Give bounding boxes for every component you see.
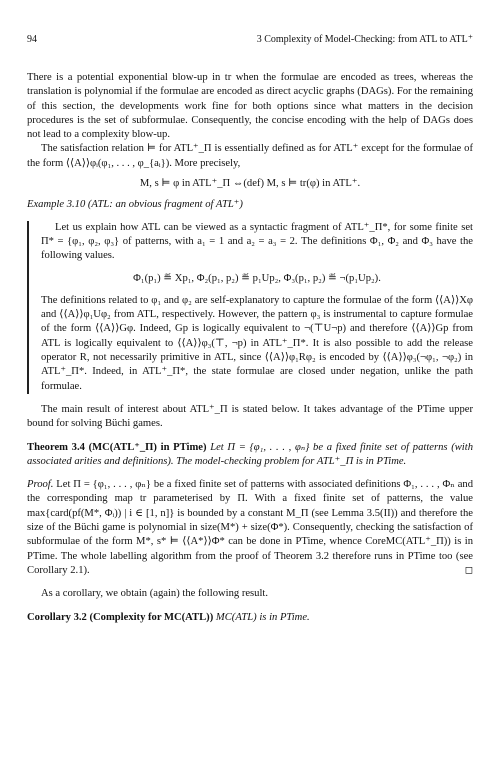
theorem bbox=[27, 441, 473, 470]
theorem-statement: Let Π = {φ₁, . . . , φₙ} be a fixed finite set of patterns (with associated arities and definitions). The model-checking problem for ATL⁺_Π is in PTime. bbox=[27, 441, 473, 467]
proof bbox=[27, 478, 473, 578]
paragraph: There is a potential exponential blow-up in tr when the formulae are encoded as trees, whereas the translation is polynomial if the formulae are encoded as direct acyclic graphs (DAGs). For the remaining of this section, the developments work fine for both options since what matters in the decision procedures is the set of subformulae. Consequently, the concise encoding with the help of DAGs does not lead to a complexity blow-up. bbox=[27, 72, 473, 141]
corollary-title: Corollary 3.2 (Complexity for MC(ATL)) bbox=[27, 611, 214, 623]
display-equation: Φ₁(p₁) ≝ Xp₁, Φ₂(p₁, p₂) ≝ p₁Up₂, Φ₃(p₁, p₂) ≝ ¬(p₁Up₂). bbox=[133, 272, 381, 284]
page-number: 94 bbox=[27, 34, 37, 45]
example-box bbox=[27, 221, 473, 394]
paragraph: Let us explain how ATL can be viewed as a syntactic fragment of ATL⁺_Π*, for some finite set Π* = {φ₁, φ₂, φ₃} of patterns, with a₁ = 1 and a₂ = a₃ = 2. The definitions Φ₁, Φ₂ and Φ₃ have the following values. bbox=[41, 221, 473, 262]
running-header bbox=[27, 34, 473, 45]
main-text bbox=[27, 71, 473, 625]
example-title: Example 3.10 (ATL: an obvious fragment of ATL⁺) bbox=[27, 199, 243, 211]
paragraph: As a corollary, we obtain (again) the following result. bbox=[41, 588, 269, 600]
proof-text: Let Π = {φ₁, . . . , φₙ} be a fixed finite set of patterns with associated definitions Φ₁, . . . , Φₙ and the corresponding map tr parameterised by Π. With a fixed finite set of patterns, the value max{card(pf(M*, Φᵢ)) | i ∈ [1, n]} is bounded by a constant M_Π (see Lemma 3.5(II)) and therefore the size of the Büchi game is polynomial in size(M*) + size(Φ*). Consequently, checking the satisfaction of subformulae of the form M*, s* ⊨ ⟨⟨A*⟩⟩Φ* can be done in PTime, whence CoreMC(ATL⁺_Π)) is in PTime. The whole labelling algorithm from the proof of Theorem 3.2 therefore runs in PTime too (see Corollary 2.1). bbox=[27, 479, 473, 576]
corollary-statement: MC(ATL) is in PTime. bbox=[215, 611, 310, 623]
paragraph: The satisfaction relation ⊨ for ATL⁺_Π is essentially defined as for ATL⁺ except for the formulae of the form ⟨⟨A⟩⟩φᵢ(φ₁, . . . , φ_{aᵢ}). More precisely, bbox=[27, 143, 473, 169]
theorem-title: Theorem 3.4 (MC(ATL⁺_Π) in PTime) bbox=[27, 441, 207, 453]
proof-label: Proof. bbox=[27, 479, 54, 491]
qed-icon: ◻ bbox=[464, 564, 473, 576]
paragraph: The main result of interest about ATL⁺_Π is stated below. It takes advantage of the PTime upper bound for solving Büchi games. bbox=[27, 403, 473, 430]
display-equation: M, s ⊨ φ in ATL⁺_Π ⇔(def) M, s ⊨ tr(φ) in ATL⁺. bbox=[139, 178, 361, 190]
corollary bbox=[27, 611, 473, 625]
paragraph: The definitions related to φ₁ and φ₂ are self-explanatory to capture the formulae of the form ⟨⟨A⟩⟩Xφ and ⟨⟨A⟩⟩φ₁Uφ₂ from ATL, respectively. However, the pattern φ₃ is instrumental to capture formulae of the form ⟨⟨A⟩⟩Gφ. Indeed, Gp is logically equivalent to ¬(⊤U¬p) and therefore ⟨⟨A⟩⟩Gp from ATL is logically equivalent to ⟨⟨A⟩⟩φ₃(⊤, ¬p) in ATL⁺_Π*. It is also possible to add the release operator R, not necessarily primitive in ATL, since ⟨⟨A⟩⟩φ₁Rφ₂ is encoded by ⟨⟨A⟩⟩φ₃(¬φ₁, ¬φ₂) in ATL⁺_Π*. Indeed, in ATL⁺_Π*, the state formulae are closed under negation, unlike the path formulae. bbox=[41, 294, 473, 392]
running-title: 3 Complexity of Model-Checking: from ATL to ATL⁺ bbox=[256, 34, 473, 45]
